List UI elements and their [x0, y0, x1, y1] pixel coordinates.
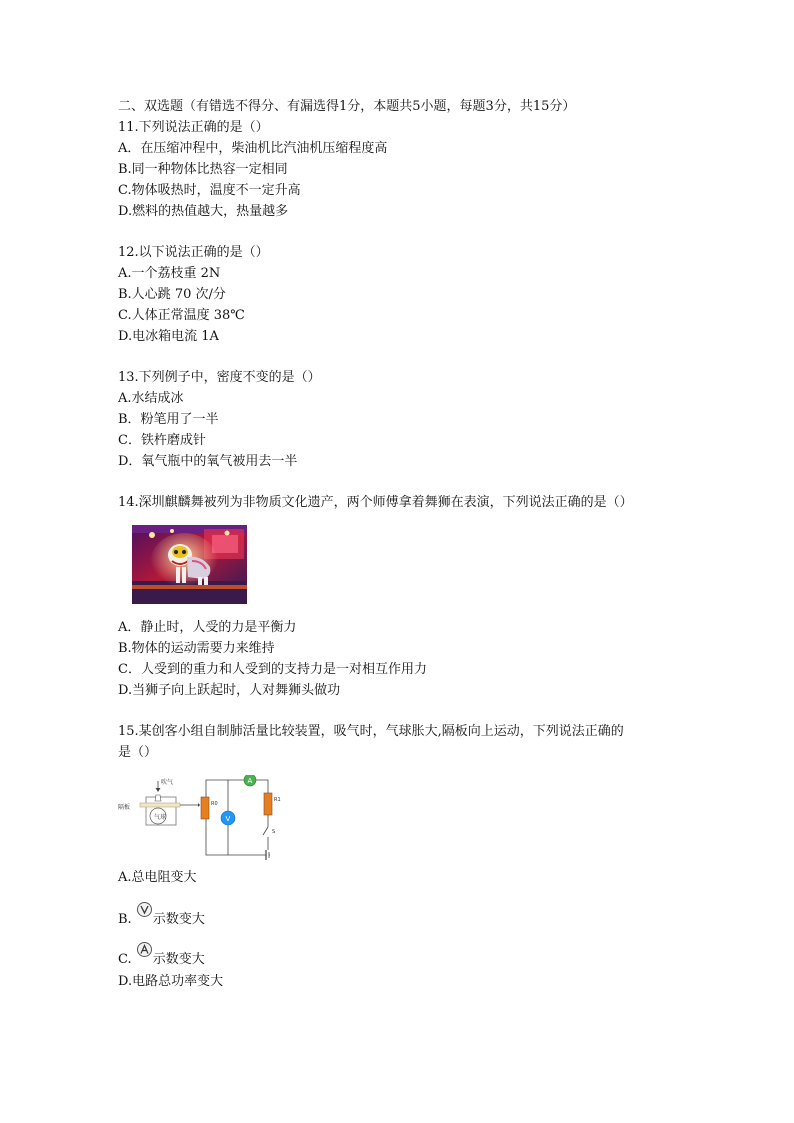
- question-14-option-c: C．人受到的重力和人受到的支持力是一对相互作用力: [118, 662, 427, 677]
- r1-label: R1: [274, 797, 281, 803]
- question-15-option-b-letter: B.: [118, 912, 132, 927]
- question-13-option-c: C．铁杵磨成针: [118, 433, 206, 448]
- question-14-option-a: A．静止时，人受的力是平衡力: [118, 620, 297, 635]
- question-12-option-c: C.人体正常温度 38℃: [118, 308, 245, 323]
- question-15-option-b-line: [118, 907, 205, 930]
- question-15-option-c-line: [118, 947, 205, 970]
- question-15-stem-line1: 15.某创客小组自制肺活量比较装置，吸气时，气球胀大,隔板向上运动，下列说法正确的: [118, 724, 624, 739]
- ammeter-icon: [136, 947, 153, 970]
- question-15-option-b-text: 示数变大: [152, 912, 205, 927]
- question-15-option-c-text: 示数变大: [152, 952, 205, 967]
- partition-label: 隔板: [118, 804, 131, 811]
- r0-label: R0: [211, 801, 218, 807]
- question-11-option-a: A．在压缩冲程中，柴油机比汽油机压缩程度高: [118, 141, 388, 156]
- question-13-stem: 13.下列例子中，密度不变的是（）: [118, 370, 321, 385]
- balloon-label: 气球: [154, 814, 167, 821]
- question-13-option-d: D．氧气瓶中的氧气被用去一半: [118, 454, 298, 469]
- voltmeter-label: V: [225, 815, 231, 823]
- question-13-option-b: B．粉笔用了一半: [118, 412, 219, 427]
- question-12-option-d: D.电冰箱电流 1A: [118, 329, 219, 344]
- question-11-stem: 11.下列说法正确的是（）: [118, 120, 269, 135]
- question-13-option-a: A.水结成冰: [118, 391, 184, 406]
- voltmeter-icon: [136, 907, 153, 930]
- question-15-option-a: A.总电阻变大: [118, 870, 197, 885]
- ammeter-label: A: [247, 777, 253, 785]
- question-11-option-d: D.燃料的热值越大，热量越多: [118, 204, 289, 219]
- question-15-option-c-letter: C.: [118, 952, 132, 967]
- lion-dance-photo: [132, 525, 247, 604]
- question-12-option-b: B.人心跳 70 次/分: [118, 287, 226, 302]
- question-14-stem: 14.深圳麒麟舞被列为非物质文化遗产，两个师傅拿着舞狮在表演，下列说法正确的是（）: [118, 495, 633, 510]
- question-12-option-a: A.一个荔枝重 2N: [118, 266, 221, 281]
- circuit-diagram: [118, 775, 288, 864]
- switch-label: S: [272, 829, 276, 835]
- question-11-option-c: C.物体吸热时，温度不一定升高: [118, 183, 301, 198]
- question-14-option-d: D.当狮子向上跃起时，人对舞狮头做功: [118, 683, 341, 698]
- question-12-stem: 12.以下说法正确的是（）: [118, 245, 269, 260]
- question-15-option-d: D.电路总功率变大: [118, 974, 224, 989]
- question-11-option-b: B.同一种物体比热容一定相同: [118, 162, 288, 177]
- blow-label: 吹气: [161, 779, 174, 786]
- question-14-option-b: B.物体的运动需要力来维持: [118, 641, 275, 656]
- section-header: 二、双选题（有错选不得分、有漏选得1分，本题共5小题，每题3分，共15分）: [118, 99, 576, 114]
- question-15-stem-line2: 是（）: [118, 745, 158, 760]
